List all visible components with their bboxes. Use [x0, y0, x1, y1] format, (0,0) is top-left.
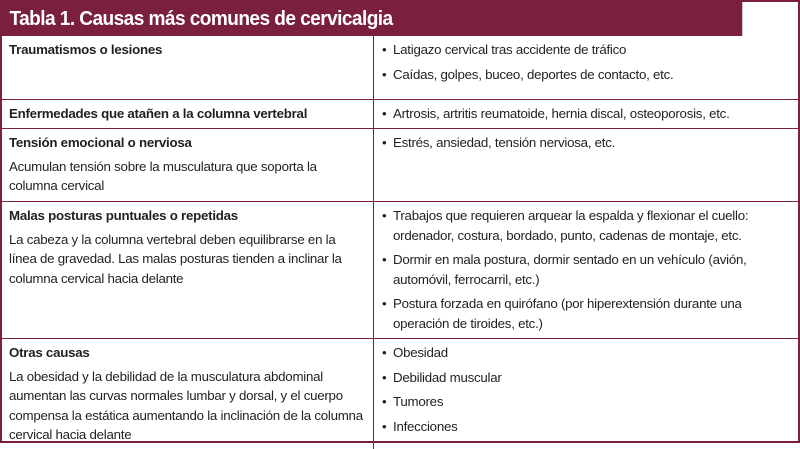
list-item-text: Latigazo cervical tras accidente de tráfico [393, 42, 627, 57]
bullet-icon: • [382, 345, 387, 360]
cause-cell [2, 339, 374, 449]
list-item [382, 65, 790, 85]
bullet-icon: • [382, 394, 387, 409]
cause-cell [2, 129, 374, 202]
cause-title: Enfermedades que atañen a la columna vertebral [9, 106, 308, 121]
list-item [382, 206, 790, 245]
examples-cell [374, 100, 799, 129]
examples-list [382, 206, 790, 333]
cause-cell [2, 36, 374, 100]
list-item [382, 133, 790, 153]
list-item [382, 294, 790, 333]
bullet-icon: • [382, 418, 387, 434]
list-item [382, 250, 790, 289]
bullet-icon: • [382, 66, 387, 82]
list-item-text: Tumores [393, 394, 444, 409]
cause-title: Traumatismos o lesiones [9, 42, 163, 57]
cause-title: Tensión emocional o nerviosa [9, 135, 192, 150]
bullet-icon: • [382, 106, 387, 121]
list-item-text: Trabajos que requieren arquear la espalda y flexionar el cuello: ordenador, costura, bordado, punto, cadenas de montaje, etc. [393, 208, 749, 243]
list-item-text: Debilidad muscular [393, 369, 502, 385]
list-item-text: Postura forzada en quirófano (por hiperextensión durante una operación de tiroides, etc.) [393, 296, 742, 331]
examples-list [382, 343, 790, 436]
bullet-icon: • [382, 369, 387, 385]
cause-cell [2, 100, 374, 129]
list-item-text: Dormir en mala postura, dormir sentado en un vehículo (avión, automóvil, ferrocarril, etc.) [393, 252, 747, 287]
cause-cell [2, 202, 374, 339]
table-title: Tabla 1. Causas más comunes de cervicalgia [2, 2, 742, 36]
examples-list [382, 133, 790, 153]
list-item-text: Artrosis, artritis reumatoide, hernia discal, osteoporosis, etc. [393, 106, 730, 121]
table-row [2, 129, 798, 202]
bullet-icon: • [382, 296, 387, 311]
list-item [382, 40, 790, 60]
cause-description: La obesidad y la debilidad de la musculatura abdominal aumentan las curvas normales lumbar y dorsal, y el cuerpo compensa la estática aumentando la inclinación de la columna cervical hacia delante [9, 368, 363, 442]
cause-title: Malas posturas puntuales o repetidas [9, 208, 238, 223]
bullet-icon: • [382, 208, 387, 223]
list-item [382, 392, 790, 412]
table-row [2, 36, 798, 100]
list-item [382, 104, 790, 124]
bullet-icon: • [382, 252, 387, 267]
list-item-text: Estrés, ansiedad, tensión nerviosa, etc. [393, 135, 616, 150]
table-row [2, 100, 798, 129]
cause-description: La cabeza y la columna vertebral deben equilibrarse en la línea de gravedad. Las malas posturas tienden a inclinar la columna cervical hacia delante [9, 231, 342, 286]
examples-list [382, 104, 790, 124]
list-item [382, 417, 790, 437]
list-item-text: Infecciones [393, 418, 458, 434]
list-item-text: Obesidad [393, 345, 448, 360]
list-item [382, 368, 790, 388]
bullet-icon: • [382, 135, 387, 150]
examples-cell [374, 36, 799, 100]
bullet-icon: • [382, 42, 387, 57]
examples-cell [374, 202, 799, 339]
list-item-text: Caídas, golpes, buceo, deportes de contacto, etc. [393, 66, 674, 82]
list-item [382, 343, 790, 363]
examples-cell [374, 339, 799, 449]
causes-table [2, 36, 798, 449]
table-row [2, 339, 798, 449]
table-row [2, 202, 798, 339]
cause-description: Acumulan tensión sobre la musculatura que soporta la columna cervical [9, 158, 317, 193]
examples-list [382, 40, 790, 84]
examples-cell [374, 129, 799, 202]
cause-title: Otras causas [9, 345, 90, 360]
